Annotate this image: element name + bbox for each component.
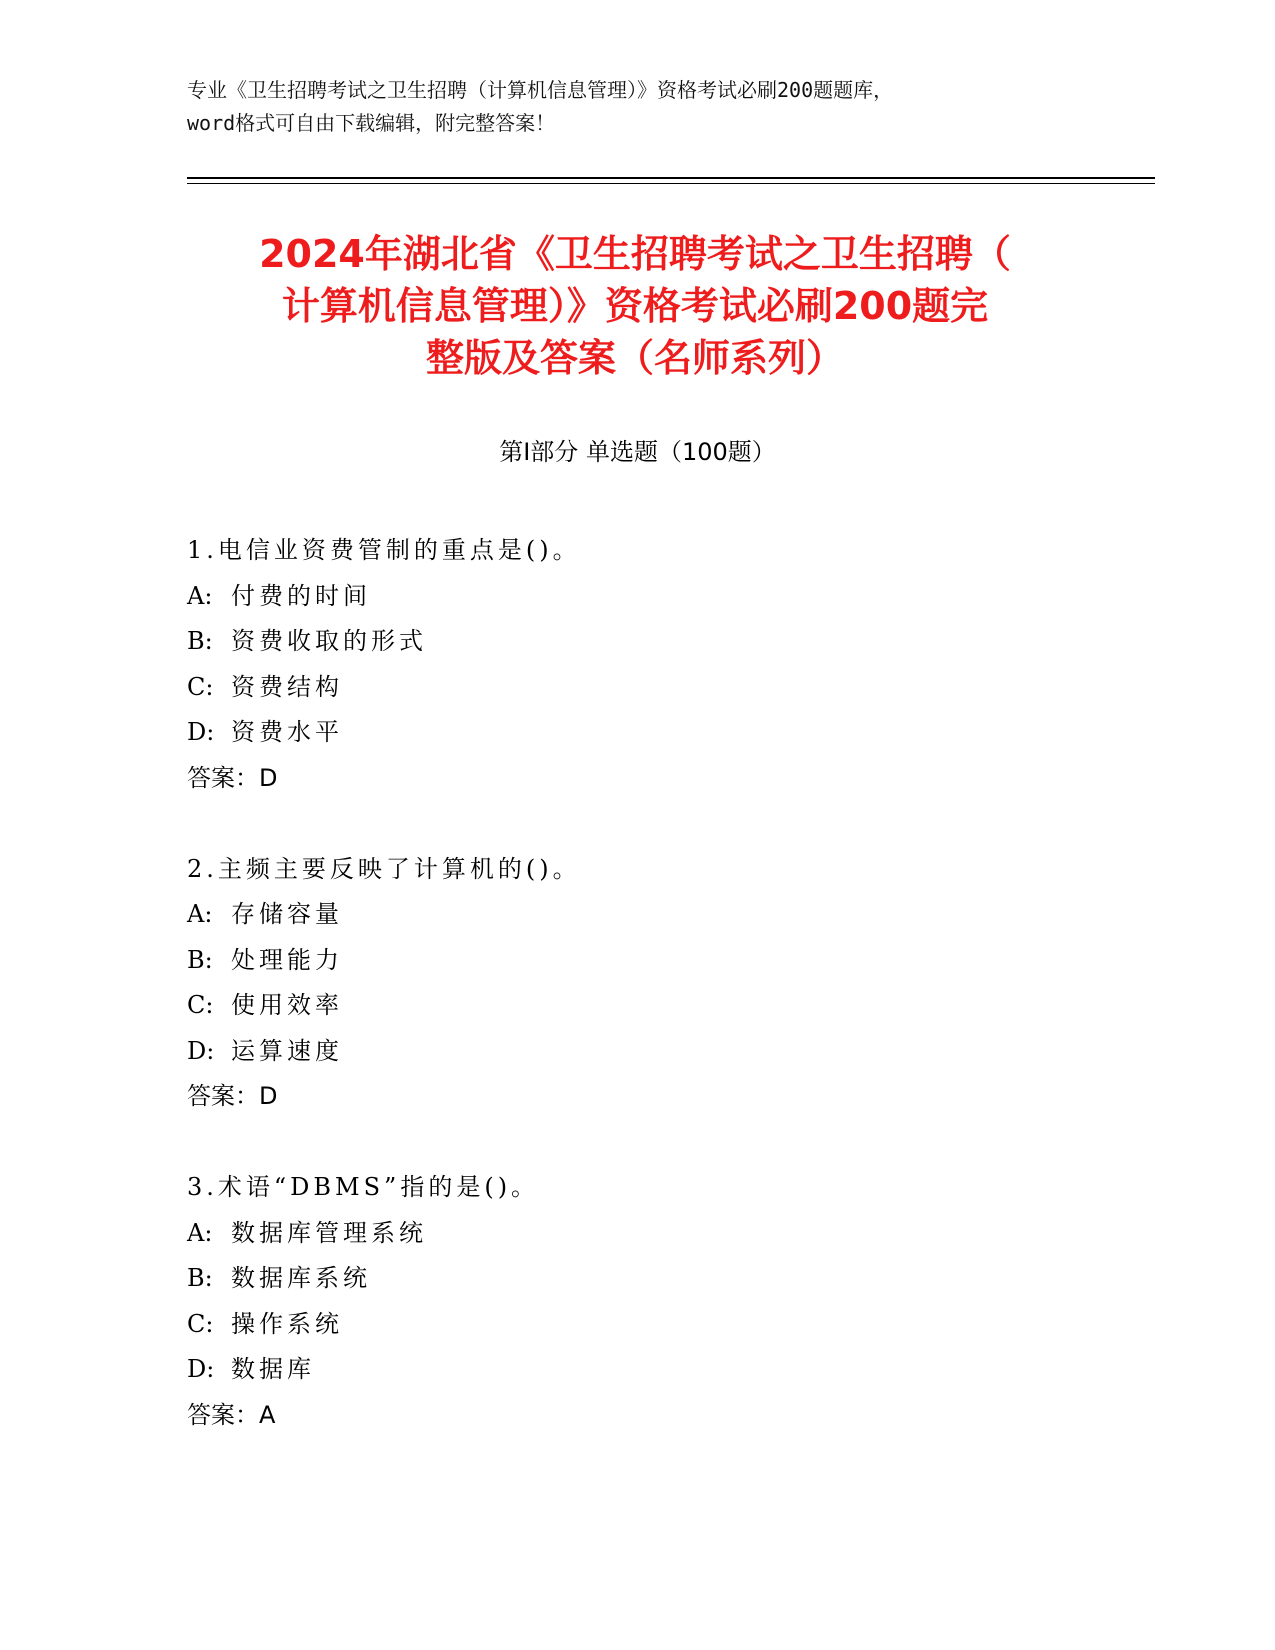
- question-stem: 3.术语“DBMS”指的是()。: [187, 1173, 540, 1201]
- option-text: 数据库系统: [231, 1264, 371, 1292]
- option-b: [187, 1256, 1147, 1302]
- question-list: [187, 528, 1147, 1484]
- document-title-line: 整版及答案（名师系列）: [425, 336, 844, 380]
- question-stem: 2.主频主要反映了计算机的()。: [187, 854, 581, 883]
- option-d: [187, 710, 1147, 756]
- document-title-line: 2024年湖北省《卫生招聘考试之卫生招聘（: [259, 232, 1011, 276]
- document-title: [150, 228, 1120, 384]
- option-a: [187, 1211, 1147, 1257]
- option-text: 运算速度: [231, 1036, 343, 1065]
- option-label: B:: [187, 627, 213, 655]
- option-text: 操作系统: [231, 1309, 343, 1338]
- option-label: A:: [187, 581, 213, 610]
- option-label: B:: [187, 945, 213, 974]
- section-title: 第Ⅰ部分 单选题（100题）: [499, 438, 776, 466]
- option-text: 使用效率: [231, 991, 343, 1019]
- header-note-line: word格式可自由下载编辑，附完整答案！: [187, 111, 556, 135]
- answer-line: 答案：D: [187, 763, 278, 792]
- option-d: [187, 1347, 1147, 1393]
- question-item: [187, 528, 1147, 801]
- question-item: [187, 847, 1147, 1120]
- option-label: C:: [187, 1309, 214, 1338]
- header-divider-thin: [187, 183, 1155, 184]
- option-label: A:: [187, 1218, 213, 1247]
- question-stem: 1.电信业资费管制的重点是()。: [187, 536, 581, 564]
- option-c: [187, 983, 1147, 1029]
- option-text: 存储容量: [231, 900, 343, 928]
- option-text: 付费的时间: [231, 581, 371, 610]
- option-text: 资费结构: [231, 672, 343, 701]
- header-note-line: 专业《卫生招聘考试之卫生招聘（计算机信息管理）》资格考试必刷200题题库，: [187, 78, 894, 102]
- option-text: 数据库管理系统: [231, 1218, 427, 1247]
- option-label: D:: [187, 1036, 215, 1065]
- option-b: [187, 938, 1147, 984]
- document-title-line: 计算机信息管理）》资格考试必刷200题完: [281, 284, 989, 328]
- answer-line: 答案：A: [187, 1400, 276, 1429]
- option-text: 数据库: [231, 1355, 315, 1383]
- option-label: C:: [187, 672, 214, 701]
- header-divider: [187, 177, 1155, 179]
- option-b: [187, 619, 1147, 665]
- option-label: D:: [187, 1355, 215, 1383]
- option-text: 处理能力: [231, 945, 343, 974]
- answer-line: 答案：D: [187, 1082, 278, 1110]
- option-c: [187, 1302, 1147, 1348]
- option-label: D:: [187, 718, 215, 746]
- question-item: [187, 1165, 1147, 1438]
- option-label: C:: [187, 991, 214, 1019]
- header-note: [187, 74, 1087, 140]
- option-c: [187, 665, 1147, 711]
- option-a: [187, 574, 1147, 620]
- option-label: A:: [187, 900, 213, 928]
- option-a: [187, 892, 1147, 938]
- option-label: B:: [187, 1264, 213, 1292]
- option-text: 资费收取的形式: [231, 627, 427, 655]
- option-text: 资费水平: [231, 718, 343, 746]
- option-d: [187, 1029, 1147, 1075]
